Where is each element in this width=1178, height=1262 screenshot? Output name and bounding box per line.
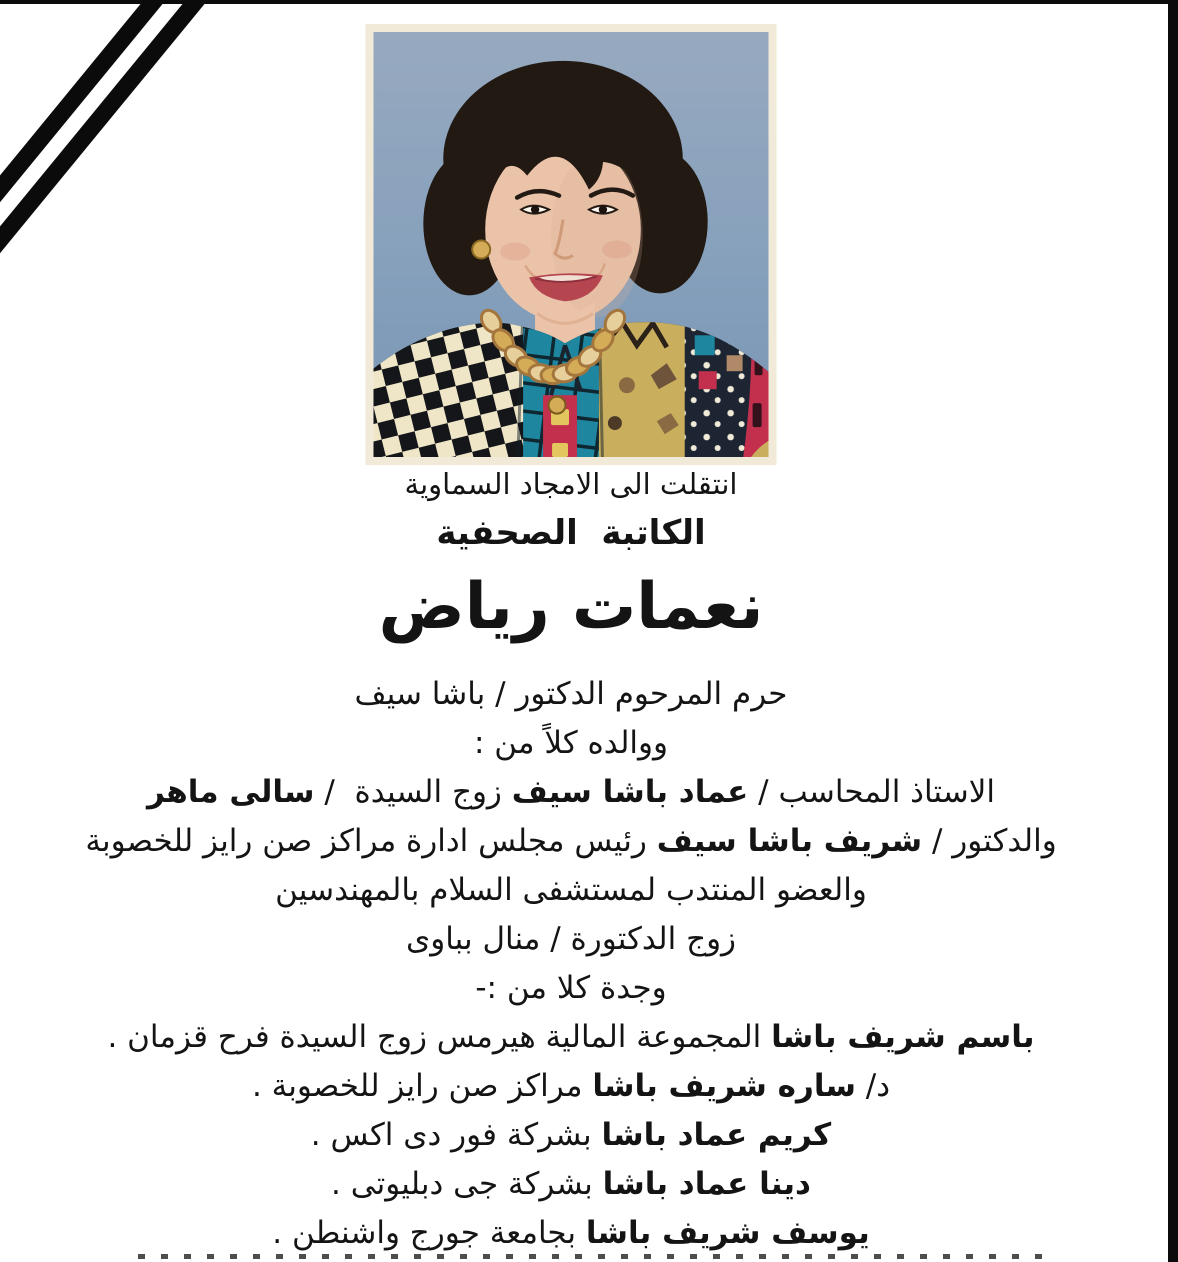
line-text: بشركة فور دى اكس .: [310, 1117, 602, 1153]
mourning-ribbon-stripes-icon: [0, 0, 250, 260]
announcement-text: [0, 467, 1168, 1253]
deceased-name: نعمات رياض: [378, 570, 764, 644]
line-text: د/: [855, 1068, 891, 1104]
line-text: مراكز صن رايز للخصوبة .: [251, 1068, 593, 1104]
right-border-rule: [1168, 0, 1178, 1262]
memorial-line: [0, 1066, 1142, 1106]
line-text: والدكتور /: [922, 823, 1057, 859]
memorial-line: [0, 919, 1142, 959]
person-name: شريف باشا سيف: [656, 823, 923, 859]
memorial-line: [0, 1213, 1142, 1253]
memorial-line: [0, 870, 1142, 910]
memorial-lines: [0, 674, 1142, 1253]
earring: [472, 241, 490, 259]
memorial-line: [0, 1017, 1142, 1057]
line-text: وجدة كلا من :-: [475, 970, 667, 1006]
person-name: كريم عماد باشا: [601, 1117, 832, 1153]
role-line: الكاتبة الصحفية: [436, 513, 706, 553]
portrait-photo: [365, 24, 777, 465]
memorial-line: [0, 821, 1142, 861]
person-name: يوسف شريف باشا: [585, 1215, 870, 1251]
memorial-line: [0, 772, 1142, 812]
memorial-line: [0, 674, 1142, 714]
line-text: المجموعة المالية هيرمس زوج السيدة فرح قزمان .: [107, 1019, 772, 1055]
person-name: باسم شريف باشا: [771, 1019, 1035, 1055]
line-text: حرم المرحوم الدكتور / باشا سيف: [354, 676, 788, 712]
line-text: الاستاذ المحاسب /: [748, 774, 996, 810]
memorial-line: [0, 723, 1142, 763]
person-name: سالى ماهر: [146, 774, 315, 810]
line-text: والعضو المنتدب لمستشفى السلام بالمهندسين: [275, 872, 867, 908]
line-text: زوج الدكتورة / منال بباوى: [405, 921, 737, 957]
line-text: بجامعة جورج واشنطن .: [272, 1215, 586, 1251]
memorial-line: [0, 968, 1142, 1008]
line-text: ووالده كلاً من :: [474, 725, 668, 761]
memorial-line: [0, 1164, 1142, 1204]
person-name: ساره شريف باشا: [592, 1068, 856, 1104]
memorial-line: [0, 1115, 1142, 1155]
person-name: دينا عماد باشا: [602, 1166, 811, 1202]
person-name: عماد باشا سيف: [511, 774, 749, 810]
line-text: رئيس مجلس ادارة مراكز صن رايز للخصوبة: [85, 823, 657, 859]
line-text: بشركة جى دبليوتى .: [331, 1166, 603, 1202]
cut-off-text-line: [138, 1254, 1043, 1259]
line-text: زوج السيدة /: [314, 774, 512, 810]
intro-line: انتقلت الى الامجاد السماوية: [404, 467, 738, 501]
